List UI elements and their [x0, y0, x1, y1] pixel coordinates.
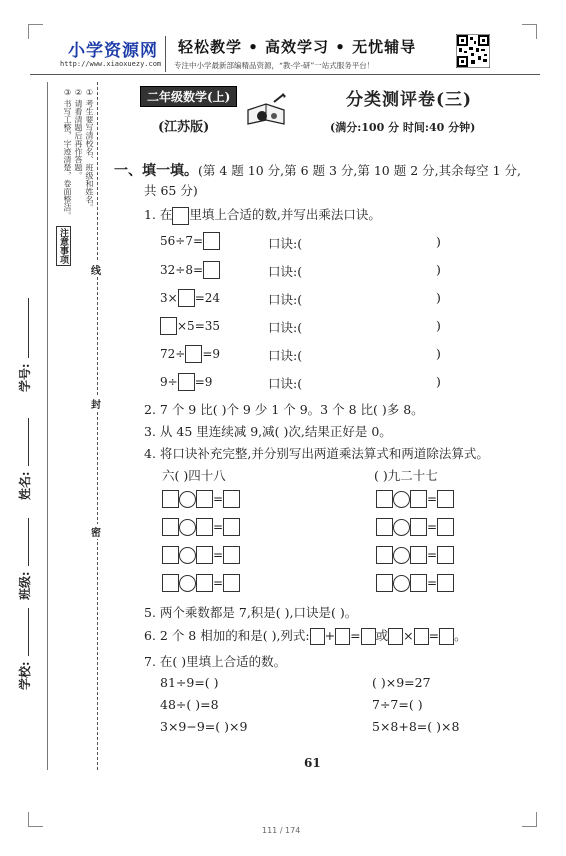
answer-box[interactable] — [162, 490, 179, 508]
q4-left-eq-4: = — [162, 574, 240, 592]
q4-left-eq-3: = — [162, 546, 240, 564]
field-school-label: 学校: — [18, 661, 32, 690]
field-name-label: 姓名: — [18, 471, 32, 500]
q1-row-4: ×5=35 — [160, 317, 220, 335]
answer-box[interactable] — [410, 518, 427, 536]
koujue-close-4: ) — [436, 318, 441, 333]
crop-mark — [522, 24, 537, 39]
seal-char-feng: 封 — [91, 396, 101, 411]
koujue-close-5: ) — [436, 346, 441, 361]
q4-prompt: 4. 将口诀补充完整,并分别写出两道乘法算式和两道除法算式。 — [144, 446, 489, 461]
answer-box[interactable] — [414, 628, 429, 645]
q4-right-label: ( )九二十七 — [374, 468, 438, 483]
note-2: ② 请看清题后再作答题。 — [74, 88, 83, 180]
q4-left-eq-2: = — [162, 518, 240, 536]
header-rule — [30, 74, 540, 75]
answer-box[interactable] — [388, 628, 403, 645]
field-student-id-label: 学号: — [18, 363, 32, 392]
crop-mark — [28, 812, 43, 827]
notes-label: 注意事项 — [56, 226, 71, 266]
header-divider — [165, 36, 166, 72]
page-title: 分类测评卷(三) — [346, 90, 473, 110]
note-3: ③ 书写工整，字迹清楚，卷面整洁。 — [63, 88, 72, 220]
q1-row-1: 56÷7= — [160, 232, 220, 250]
answer-box[interactable] — [223, 574, 240, 592]
answer-box[interactable] — [162, 574, 179, 592]
koujue-close-2: ) — [436, 262, 441, 277]
section-title: 一、填一填。 — [114, 163, 198, 179]
koujue-close-6: ) — [436, 374, 441, 389]
answer-box[interactable] — [162, 546, 179, 564]
answer-box[interactable] — [376, 574, 393, 592]
field-school[interactable] — [14, 600, 32, 690]
q7-item-4[interactable]: 7÷7=( ) — [372, 697, 423, 712]
field-student-id[interactable] — [14, 282, 32, 392]
qr-code-icon — [456, 34, 490, 68]
seal-char-mi: 密 — [91, 524, 101, 539]
answer-box[interactable] — [439, 628, 454, 645]
crop-mark — [28, 24, 43, 39]
answer-box[interactable] — [178, 289, 195, 307]
q1-row-2: 32÷8= — [160, 261, 220, 279]
answer-box[interactable] — [410, 574, 427, 592]
koujue-1[interactable]: 口诀:( — [268, 236, 303, 251]
answer-box[interactable] — [437, 490, 454, 508]
q6: 6. 2 个 8 相加的和是( ),列式: + = 或 × = 。 — [144, 628, 467, 643]
answer-box[interactable] — [437, 574, 454, 592]
answer-box[interactable] — [223, 518, 240, 536]
q1-row-3: 3× =24 — [160, 291, 221, 305]
koujue-close-1: ) — [436, 234, 441, 249]
answer-box[interactable] — [376, 546, 393, 564]
q4-right-eq-2: = — [376, 518, 454, 536]
q7-item-3[interactable]: 48÷( )=8 — [160, 697, 219, 712]
footer-page-indicator: 111 / 174 — [262, 826, 301, 835]
q1-row-5: 72÷ =9 — [160, 347, 221, 361]
answer-box[interactable] — [203, 232, 220, 250]
answer-box[interactable] — [162, 518, 179, 536]
header-slogan: 轻松教学 • 高效学习 • 无忧辅导 — [178, 38, 417, 56]
answer-box[interactable] — [437, 546, 454, 564]
book-mascot-icon — [244, 92, 288, 130]
koujue-5[interactable]: 口诀:( — [268, 348, 303, 363]
q1-row-6: 9÷ =9 — [160, 375, 213, 389]
q2: 2. 7 个 9 比( )个 9 少 1 个 9。3 个 8 比( )多 8。 — [144, 402, 424, 417]
seal-char-xian: 线 — [91, 262, 101, 277]
answer-box[interactable] — [410, 490, 427, 508]
answer-box[interactable] — [376, 518, 393, 536]
site-logo: 小学资源网 — [68, 41, 158, 61]
operator-circle[interactable] — [393, 519, 410, 536]
site-url: http://www.xiaoxuezy.com — [60, 60, 162, 68]
operator-circle[interactable] — [393, 491, 410, 508]
answer-box[interactable] — [160, 317, 177, 335]
section-heading — [114, 160, 521, 180]
page-number: 61 — [304, 756, 321, 770]
koujue-4[interactable]: 口诀:( — [268, 320, 303, 335]
answer-box[interactable] — [310, 628, 325, 645]
answer-box[interactable] — [335, 628, 350, 645]
q4-left-eq-1: = — [162, 490, 240, 508]
edition-label: (江苏版) — [158, 120, 210, 135]
q4-right-eq-4: = — [376, 574, 454, 592]
operator-circle[interactable] — [179, 575, 196, 592]
field-class-label: 班级: — [18, 571, 32, 600]
q4-left-label: 六( )四十八 — [162, 468, 226, 483]
score-time: (满分:100 分 时间:40 分钟) — [330, 121, 476, 134]
answer-box[interactable] — [437, 518, 454, 536]
q7-item-5[interactable]: 3×9−9=( )×9 — [160, 719, 248, 734]
operator-circle[interactable] — [393, 547, 410, 564]
operator-circle[interactable] — [179, 491, 196, 508]
q7-item-6[interactable]: 5×8+8=( )×8 — [372, 719, 460, 734]
q4-right-eq-1: = — [376, 490, 454, 508]
koujue-2[interactable]: 口诀:( — [268, 264, 303, 279]
field-class[interactable] — [14, 510, 32, 600]
q4-right-eq-3: = — [376, 546, 454, 564]
answer-box[interactable] — [376, 490, 393, 508]
answer-box[interactable] — [196, 546, 213, 564]
answer-box[interactable] — [196, 518, 213, 536]
header-subslogan: 专注中小学最新部编精品资源，“教-学-研”一站式服务平台！ — [174, 61, 375, 70]
koujue-6[interactable]: 口诀:( — [268, 376, 303, 391]
answer-box[interactable] — [178, 373, 195, 391]
answer-box[interactable] — [172, 207, 189, 225]
answer-box[interactable] — [410, 546, 427, 564]
answer-box[interactable] — [223, 490, 240, 508]
section-desc-1: (第 4 题 10 分,第 6 题 3 分,第 10 题 2 分,其余每空 1 分, — [198, 163, 521, 178]
answer-box[interactable] — [196, 490, 213, 508]
answer-box[interactable] — [223, 546, 240, 564]
answer-box[interactable] — [185, 345, 202, 363]
koujue-3[interactable]: 口诀:( — [268, 292, 303, 307]
grade-tag: 二年级数学(上) — [140, 86, 237, 107]
crop-mark — [522, 812, 537, 827]
section-desc-2: 共 65 分) — [144, 183, 198, 198]
q7-prompt: 7. 在( )里填上合适的数。 — [144, 654, 287, 669]
q7-item-1[interactable]: 81÷9=( ) — [160, 675, 219, 690]
answer-box[interactable] — [203, 261, 220, 279]
q7-item-2[interactable]: ( )×9=27 — [372, 675, 431, 690]
field-name[interactable] — [14, 410, 32, 500]
q1-prompt: 1. 在 里填上合适的数,并写出乘法口诀。 — [144, 205, 381, 225]
koujue-close-3: ) — [436, 290, 441, 305]
binding-outer-border — [47, 82, 48, 770]
operator-circle[interactable] — [179, 519, 196, 536]
q3: 3. 从 45 里连续减 9,减( )次,结果正好是 0。 — [144, 424, 392, 439]
answer-box[interactable] — [361, 628, 376, 645]
answer-box[interactable] — [196, 574, 213, 592]
operator-circle[interactable] — [179, 547, 196, 564]
binding-dashed-line — [97, 82, 98, 770]
note-1: ① 考生要写清校名、班级和姓名。 — [85, 88, 94, 212]
operator-circle[interactable] — [393, 575, 410, 592]
q5: 5. 两个乘数都是 7,积是( ),口诀是( )。 — [144, 605, 358, 620]
